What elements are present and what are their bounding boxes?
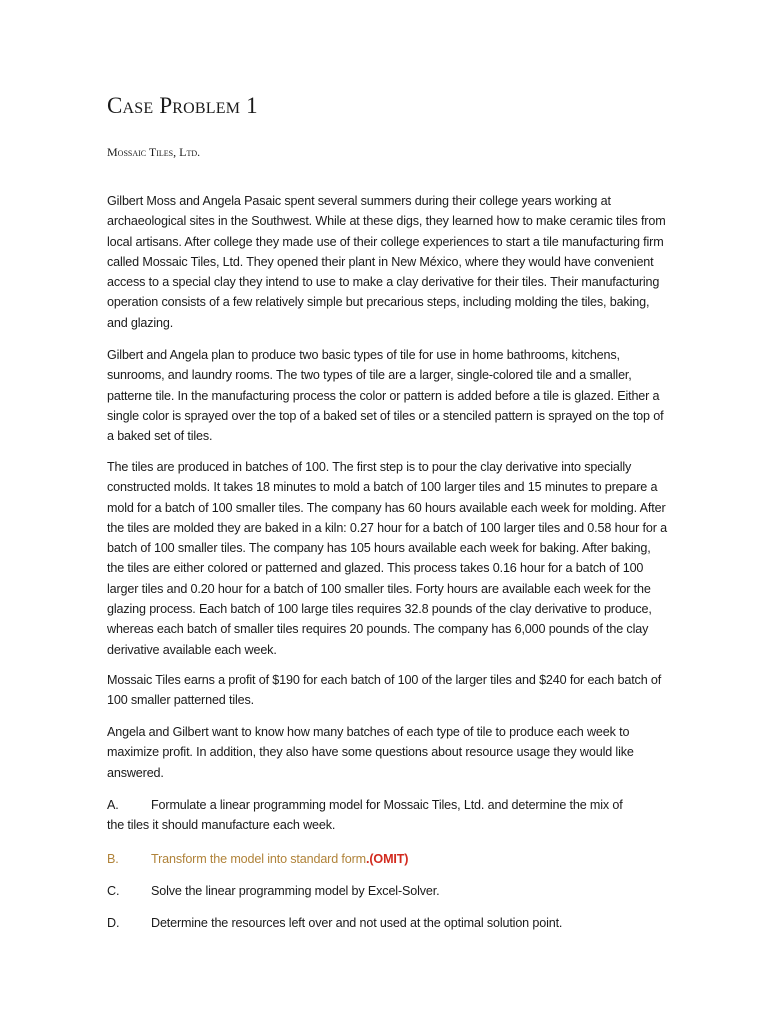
item-text: Determine the resources left over and not used at the optimal solution point. bbox=[151, 916, 563, 930]
list-item-b bbox=[107, 849, 667, 869]
item-letter: B. bbox=[107, 852, 119, 866]
omit-label: .(OMIT) bbox=[366, 852, 409, 866]
paragraph-text: The tiles are produced in batches of 100. The first step is to pour the clay derivative into specially constructed molds. It takes 18 minutes to mold a batch of 100 larger tiles and 15 minutes to prepare a mold for a batch of 100 smaller tiles. The company has 60 hours available each week for molding. After the tiles are molded they are baked in a kiln: 0.27 hour for a batch of 100 larger tiles and 0.58 hour for a batch of 100 smaller tiles. The company has 105 hours available each week for baking. After baking, the tiles are either colored or patterned and glazed. This process takes 0.16 hour for a batch of 100 larger tiles and 0.20 hour for a batch of 100 smaller tiles. Forty hours are available each week for the glazing process. Each batch of 100 large tiles requires 32.8 pounds of the clay derivative to produce, whereas each batch of smaller tiles requires 20 pounds. The company has 6,000 pounds of the clay derivative available each week. bbox=[107, 460, 667, 657]
paragraph-profit bbox=[107, 670, 667, 711]
paragraph-intro bbox=[107, 191, 667, 333]
paragraph-tile-types bbox=[107, 345, 667, 446]
item-text-continued: the tiles it should manufacture each week. bbox=[107, 818, 336, 833]
item-letter: C. bbox=[107, 884, 120, 898]
paragraph-text: Gilbert Moss and Angela Pasaic spent several summers during their college years working at archaeological sites in the Southwest. While at these digs, they learned how to make ceramic tiles from local artisans. After college they made use of their college experiences to start a tile manufacturing firm called Mossaic Tiles, Ltd. They opened their plant in New México, where they would have convenient access to a special clay they intend to use to make a clay derivative for their tiles. Their manufacturing operation consists of a few relatively simple but precarious steps, including molding the tiles, baking, and glazing. bbox=[107, 194, 666, 330]
paragraph-question bbox=[107, 722, 667, 783]
paragraph-production bbox=[107, 457, 667, 660]
item-text: Formulate a linear programming model for Mossaic Tiles, Ltd. and determine the mix of bbox=[151, 798, 623, 812]
page-subtitle: Mossaic Tiles, Ltd. bbox=[107, 145, 201, 159]
list-item-d bbox=[107, 913, 667, 933]
list-item-a bbox=[107, 795, 667, 836]
item-letter: D. bbox=[107, 916, 120, 930]
item-letter: A. bbox=[107, 798, 119, 812]
paragraph-text: Gilbert and Angela plan to produce two basic types of tile for use in home bathrooms, kitchens, sunrooms, and laundry rooms. The two types of tile are a larger, single-colored tile and a smaller, patterne tile. In the manufacturing process the color or pattern is added before a tile is glazed. Either a single color is sprayed over the top of a baked set of tiles or a stenciled pattern is sprayed on the top of a baked set of tiles. bbox=[107, 348, 664, 444]
list-item-c bbox=[107, 881, 667, 901]
paragraph-text: Angela and Gilbert want to know how many batches of each type of tile to produce each week to maximize profit. In addition, they also have some questions about resource usage they would like answered. bbox=[107, 725, 634, 780]
item-text: Solve the linear programming model by Excel-Solver. bbox=[151, 884, 440, 898]
item-text: Transform the model into standard form bbox=[151, 852, 367, 866]
paragraph-text: Mossaic Tiles earns a profit of $190 for each batch of 100 of the larger tiles and $240 for each batch of 100 smaller patterned tiles. bbox=[107, 673, 662, 708]
page-title: Case Problem 1 bbox=[107, 93, 258, 118]
